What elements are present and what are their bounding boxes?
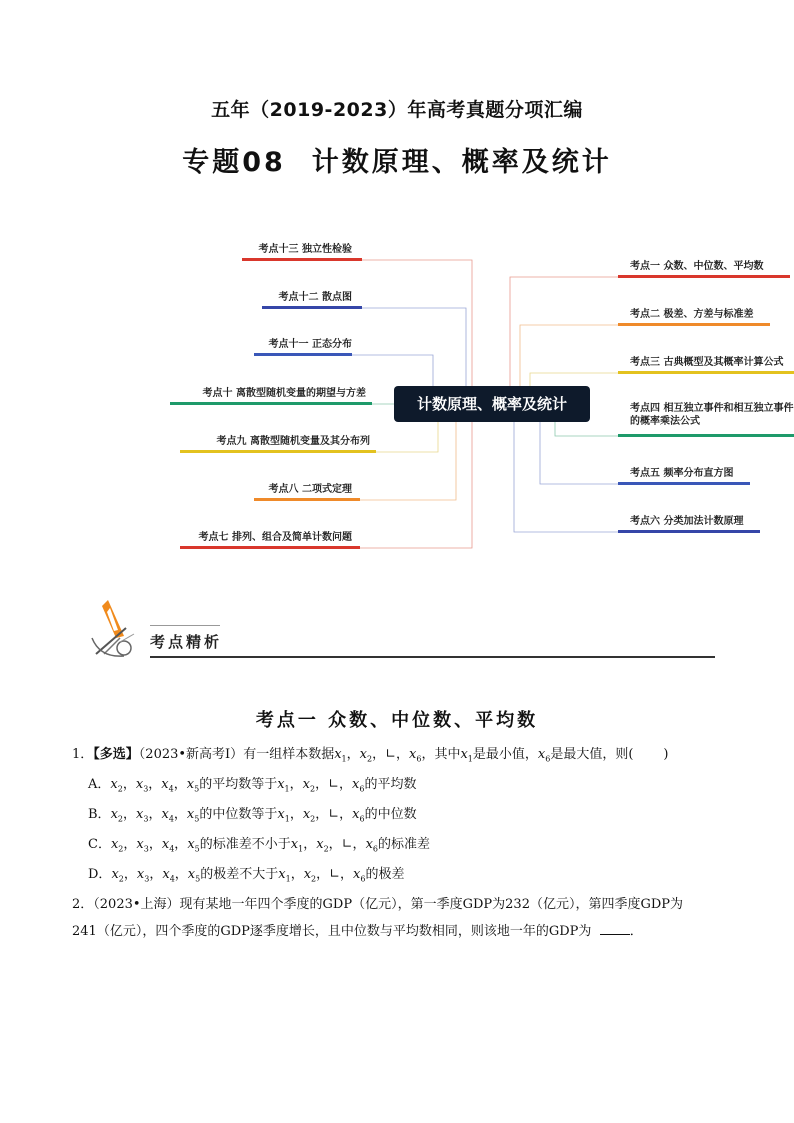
mindmap-underline-4	[618, 434, 794, 437]
mindmap-node-13: 考点十三 独立性检验	[258, 244, 352, 255]
question-2-line-1: 2．（2023•上海）现有某地一年四个季度的GDP（亿元），第一季度GDP为232（亿元），第四季度GDP为	[72, 897, 684, 912]
mindmap-node-1: 考点一 众数、中位数、平均数	[630, 261, 764, 272]
topic-name: 计数原理、概率及统计	[311, 147, 612, 178]
mindmap-underline-11	[254, 353, 352, 356]
question-1: 1．【多选】（2023•新高考Ⅰ）有一组样本数据$x_1$，$x_2$，∟，$x_6$，其中$x_1$是最小值，$x_6$是最大值，则( )	[72, 747, 669, 764]
mindmap-underline-9	[180, 450, 376, 453]
section-rule	[150, 656, 715, 658]
mindmap-underline-5	[618, 482, 750, 485]
mindmap-underline-6	[618, 530, 760, 533]
drafting-tools-icon	[90, 598, 150, 660]
question-1-option-c[interactable]: C．$x_2$，$x_3$，$x_4$，$x_5$的标准差不小于$x_1$，$x_2$，∟，$x_6$的标准差	[88, 837, 431, 854]
question-1-option-b[interactable]: B．$x_2$，$x_3$，$x_4$，$x_5$的中位数等于$x_1$，$x_2$，∟，$x_6$的中位数	[88, 807, 417, 824]
answer-blank[interactable]	[600, 922, 630, 935]
kp1-title: 考点一 众数、中位数、平均数	[255, 710, 539, 731]
question-1-option-d[interactable]: D．$x_2$，$x_3$，$x_4$，$x_5$的极差不大于$x_1$，$x_2$，∟，$x_6$的极差	[88, 867, 405, 884]
mindmap-underline-3	[618, 371, 794, 374]
mindmap-underline-1	[618, 275, 790, 278]
mindmap-center: 计数原理、概率及统计	[394, 386, 590, 422]
section-short-rule	[150, 625, 220, 626]
mindmap-node-7: 考点七 排列、组合及简单计数问题	[198, 532, 352, 543]
mindmap-node-9: 考点九 离散型随机变量及其分布列	[216, 436, 370, 447]
topic-title	[0, 140, 794, 179]
mindmap-node-6: 考点六 分类加法计数原理	[630, 516, 744, 527]
mindmap-underline-12	[262, 306, 362, 309]
mindmap-node-11: 考点十一 正态分布	[268, 339, 352, 350]
section-header	[90, 598, 720, 668]
mindmap-underline-7	[180, 546, 360, 549]
mindmap-node-3: 考点三 古典概型及其概率计算公式	[630, 357, 784, 368]
mindmap-underline-8	[254, 498, 360, 501]
mindmap-node-5: 考点五 频率分布直方图	[630, 468, 734, 479]
mindmap-node-8: 考点八 二项式定理	[268, 484, 352, 495]
mindmap-underline-10	[170, 402, 372, 405]
question-1-option-a[interactable]: A．$x_2$，$x_3$，$x_4$，$x_5$的平均数等于$x_1$，$x_2$，∟，$x_6$的平均数	[88, 777, 417, 794]
mindmap-underline-13	[242, 258, 362, 261]
collection-title: 五年（2019-2023）年高考真题分项汇编	[211, 99, 583, 121]
mindmap-node-12: 考点十二 散点图	[278, 292, 352, 303]
mindmap-underline-2	[618, 323, 770, 326]
topic-number: 专题08	[182, 147, 286, 178]
mindmap-node-10: 考点十 离散型随机变量的期望与方差	[202, 388, 366, 399]
section-label: 考点精析	[150, 633, 223, 651]
question-2-line-2: 241（亿元），四个季度的GDP逐季度增长，且中位数与平均数相同，则该地一年的GDP为 ．	[72, 924, 643, 939]
mindmap-node-4: 考点四 相互独立事件和相互独立事件 的概率乘法公式	[630, 403, 794, 427]
mindmap-node-2: 考点二 极差、方差与标准差	[630, 309, 754, 320]
